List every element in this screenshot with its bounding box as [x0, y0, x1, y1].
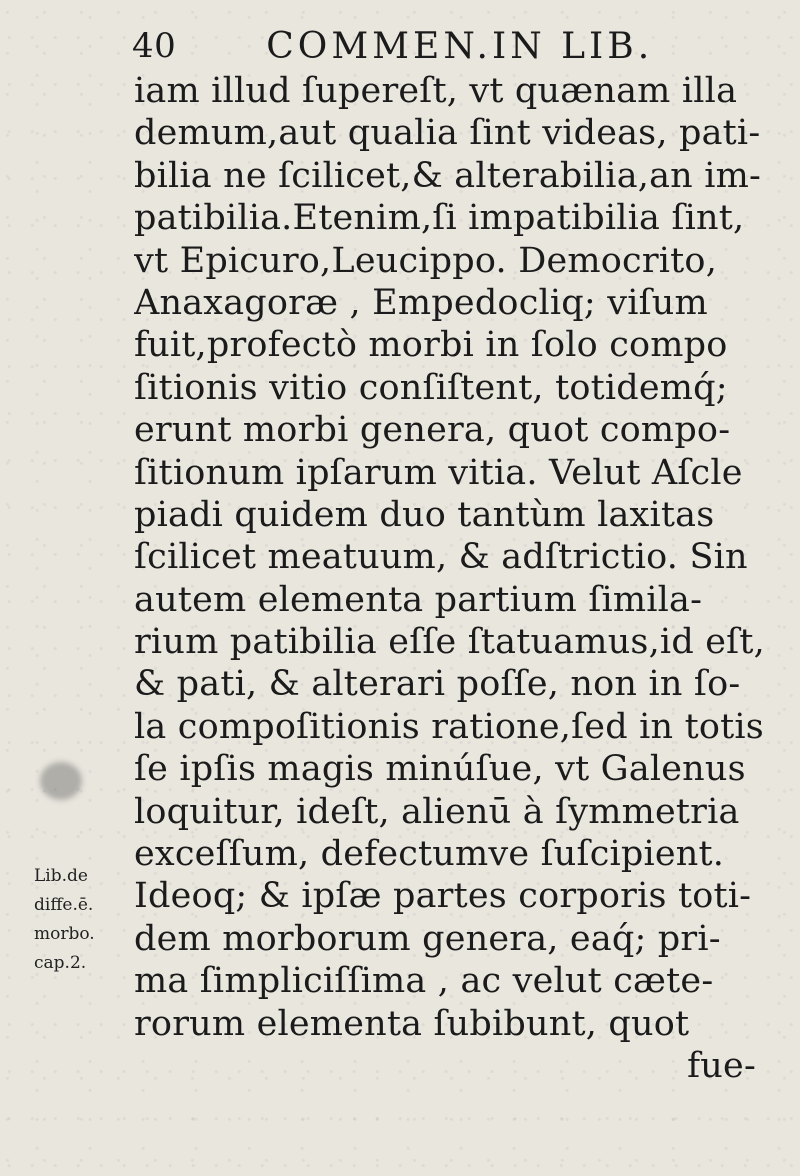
text-line: bilia ne ſcilicet,& alterabilia,an im- — [134, 155, 762, 196]
text-line: ſitionum ipſarum vitia. Velut Aſcle — [134, 452, 743, 493]
ink-stain — [40, 762, 82, 800]
margin-note — [34, 862, 134, 978]
page-header — [132, 24, 772, 68]
running-head: COMMEN.IN LIB. — [266, 25, 654, 67]
text-line: exceſſum, defectumve ſuſcipient. — [134, 834, 725, 875]
text-line: & pati, & alterari poſſe, non in ſo- — [134, 664, 741, 705]
text-line: ſe ipſis magis minúſue, vt Galenus — [134, 749, 746, 790]
text-line: autem elementa partium ſimila- — [134, 579, 703, 620]
text-line: la compoſitionis ratione,ſed in totis — [134, 706, 764, 747]
text-line: ma ſimpliciſſima , ac velut cæte- — [134, 961, 714, 1002]
text-line: vt Epicuro,Leucippo. Democrito, — [134, 240, 718, 281]
text-line: erunt morbi genera, quot compo- — [134, 410, 731, 451]
text-line: dem morborum genera, eaq́; pri- — [134, 918, 721, 959]
text-line: rium patibilia eſſe ſtatuamus,id eſt, — [134, 622, 765, 663]
text-line: ſcilicet meatuum, & adſtrictio. Sin — [134, 537, 748, 578]
text-line: iam illud ſupereſt, vt quænam illa — [134, 71, 738, 111]
margin-note-line: morbo. — [34, 924, 95, 944]
catchword: fue- — [687, 1045, 756, 1086]
text-line: piadi quidem duo tantùm laxitas — [134, 494, 715, 535]
text-line: fuit,profectò morbi in ſolo compo — [134, 325, 728, 366]
margin-note-line: cap.2. — [34, 953, 87, 973]
text-line: Ideoq; & ipſæ partes corporis toti- — [134, 876, 752, 917]
margin-note-line: diffe.ē. — [34, 895, 94, 915]
text-line: loquitur, ideſt, alienū à ſymmetria — [134, 791, 740, 832]
text-line: patibilia.Etenim,ſi impatibilia ſint, — [134, 198, 745, 239]
body-text — [134, 70, 774, 1087]
text-line: Anaxagoræ , Empedocliq; viſum — [134, 282, 708, 323]
text-line: demum,aut qualia ſint videas, pati- — [134, 113, 761, 154]
page-number: 40 — [132, 26, 177, 66]
margin-note-line: Lib.de — [34, 866, 88, 886]
text-line: ſitionis vitio conſiſtent, totidemq́; — [134, 367, 728, 408]
text-line: rorum elementa ſubibunt, quot — [134, 1003, 690, 1044]
